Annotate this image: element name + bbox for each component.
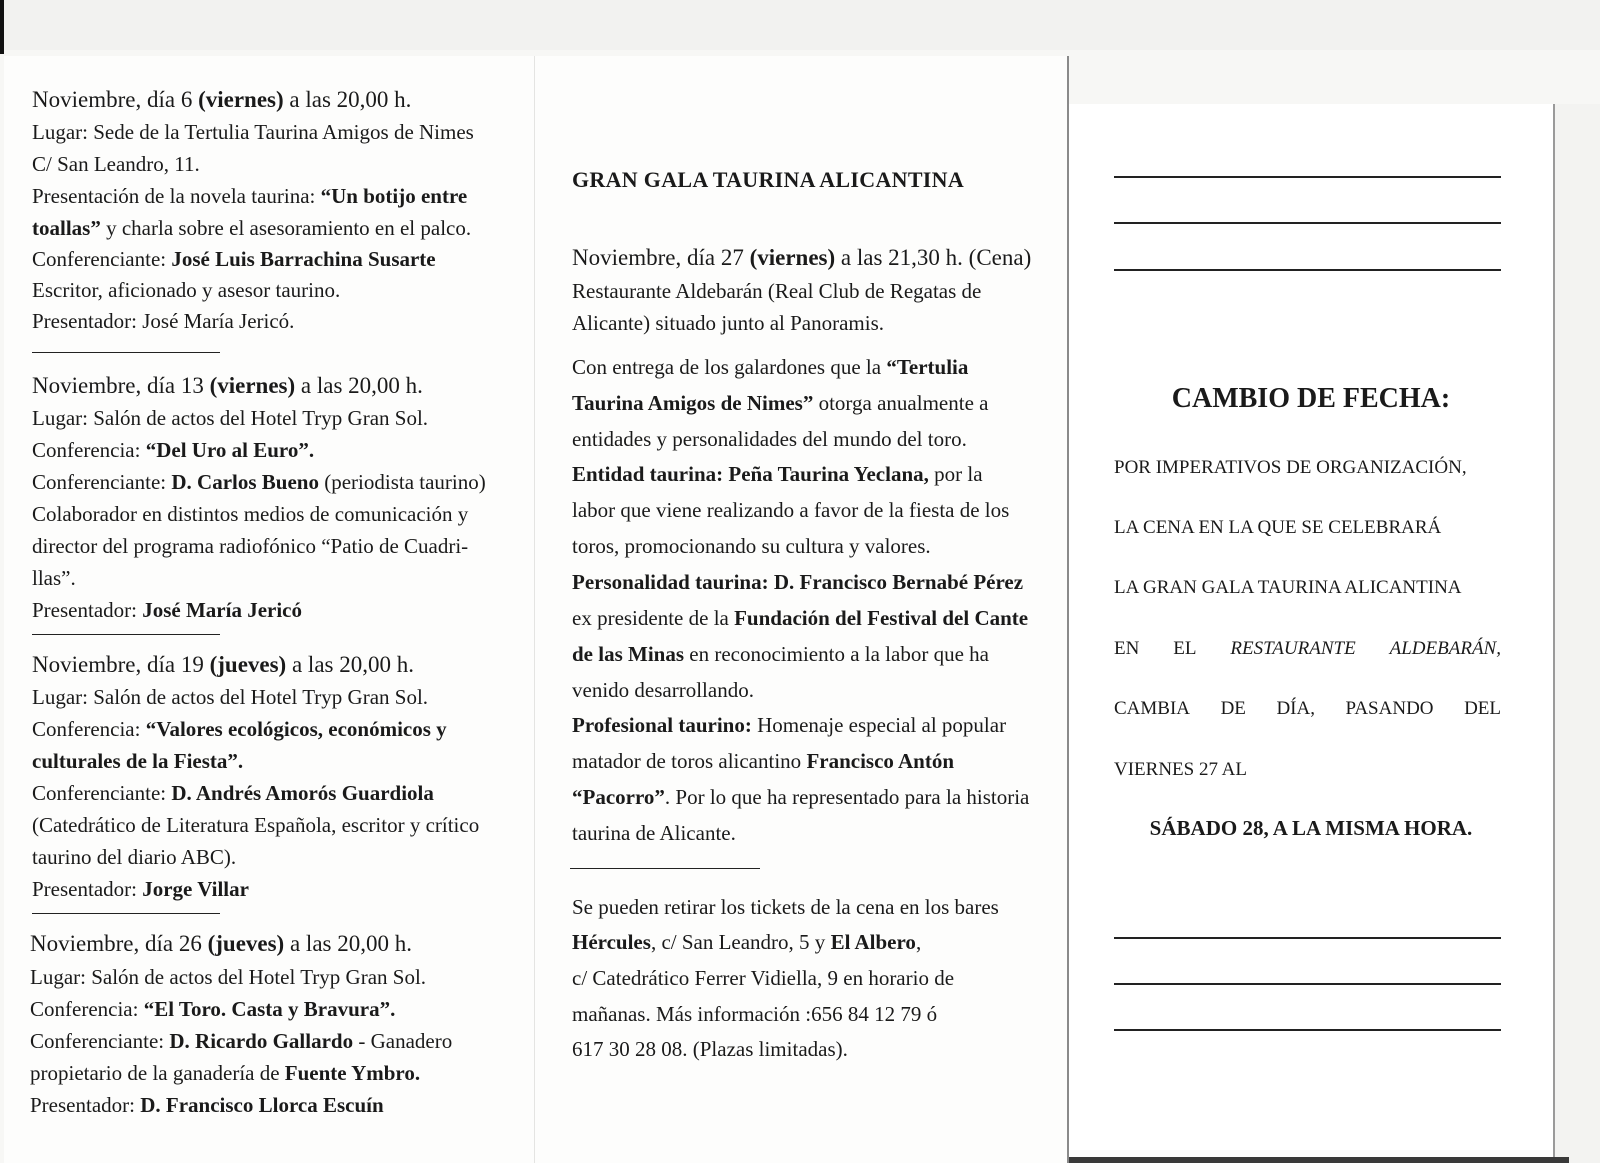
event-place: Lugar: Salón de actos del Hotel Tryp Gran Sol. [32, 685, 429, 709]
event-place: Lugar: Salón de actos del Hotel Tryp Gran Sol. [30, 965, 427, 989]
event-presenter: Presentador: Jorge Villar [32, 877, 249, 901]
date-change-text: LA CENA EN LA QUE SE CELEBRARÁ [1114, 517, 1442, 538]
blank-line [1114, 937, 1501, 939]
event-speaker: Conferenciante: D. Andrés Amorós Guardiola [32, 781, 434, 805]
gala-awards: entidades y personalidades del mundo del toro. [572, 427, 967, 451]
divider [32, 913, 220, 914]
date-change-text: EN EL RESTAURANTE ALDEBARÁN, [1114, 638, 1501, 659]
gala-person: venido desarrollando. [572, 678, 754, 702]
blank-line [1114, 269, 1501, 271]
blank-line [1114, 222, 1501, 224]
event-place: Lugar: Sede de la Tertulia Taurina Amigos de Nimes [32, 120, 474, 144]
scan-edge-mark [0, 0, 4, 54]
divider [570, 868, 760, 869]
event-date: Noviembre, día 26 (jueves) a las 20,00 h. [30, 931, 412, 956]
event-speaker: Conferenciante: D. Carlos Bueno (periodista taurino) [32, 470, 486, 494]
event-speaker-desc: taurino del diario ABC). [32, 845, 237, 869]
event-talk: Conferencia: “Del Uro al Euro”. [32, 438, 315, 462]
event-presenter: Presentador: José María Jericó [32, 598, 303, 622]
event-presenter: Presentador: D. Francisco Llorca Escuín [30, 1093, 384, 1117]
date-change-text: VIERNES 27 AL [1114, 759, 1247, 780]
gala-professional: “Pacorro”. Por lo que ha representado para la historia [572, 785, 1030, 809]
tickets-info: Se pueden retirar los tickets de la cena en los bares [572, 895, 999, 919]
date-change-text: LA GRAN GALA TAURINA ALICANTINA [1114, 577, 1462, 598]
event-speaker-desc: llas”. [32, 566, 76, 590]
tickets-info: 617 30 28 08. (Plazas limitadas). [572, 1037, 848, 1061]
event-talk: Conferencia: “El Toro. Casta y Bravura”. [30, 997, 396, 1021]
blank-line [1114, 1029, 1501, 1031]
gala-person: ex presidente de la Fundación del Festival del Cante [572, 606, 1029, 630]
event-date: Noviembre, día 13 (viernes) a las 20,00 h. [32, 373, 423, 398]
blank-line [1114, 983, 1501, 985]
scan-background [0, 0, 1600, 50]
new-date: SÁBADO 28, A LA MISMA HORA. [1149, 816, 1473, 840]
tickets-info: c/ Catedrático Ferrer Vidiella, 9 en horario de [572, 966, 955, 990]
gala-person: Personalidad taurina: D. Francisco Bernabé Pérez [572, 570, 1024, 594]
date-change-title: CAMBIO DE FECHA: [1171, 383, 1451, 414]
gala-professional: matador de toros alicantino Francisco Antón [572, 749, 955, 773]
event-address: C/ San Leandro, 11. [32, 152, 200, 176]
event-talk-cont: culturales de la Fiesta”. [32, 749, 244, 773]
scan-background-right [1555, 104, 1600, 1163]
event-date: Noviembre, día 6 (viernes) a las 20,00 h. [32, 87, 412, 112]
event-speaker: Conferenciante: D. Ricardo Gallardo - Ganadero [30, 1029, 453, 1053]
gala-title: GRAN GALA TAURINA ALICANTINA [572, 167, 965, 192]
panel-shadow [1069, 1157, 1569, 1163]
tickets-info: Hércules, c/ San Leandro, 5 y El Albero, [572, 930, 922, 954]
date-change-text: POR IMPERATIVOS DE ORGANIZACIÓN, [1114, 457, 1467, 478]
event-presentation-cont: toallas” y charla sobre el asesoramiento en el palco. [32, 216, 472, 240]
event-speaker-desc: Colaborador en distintos medios de comunicación y [32, 502, 469, 526]
event-place: Lugar: Salón de actos del Hotel Tryp Gran Sol. [32, 406, 429, 430]
event-speaker-desc: Escritor, aficionado y asesor taurino. [32, 278, 341, 302]
gala-date: Noviembre, día 27 (viernes) a las 21,30 h. (Cena) [572, 245, 1032, 270]
event-date: Noviembre, día 19 (jueves) a las 20,00 h. [32, 652, 414, 677]
gala-entity: toros, promocionando su cultura y valores. [572, 534, 931, 558]
gala-awards: Taurina Amigos de Nimes” otorga anualmente a [572, 391, 989, 415]
event-presentation: Presentación de la novela taurina: “Un botijo entre [32, 184, 468, 208]
event-talk: Conferencia: “Valores ecológicos, económicos y [32, 717, 447, 741]
event-speaker-desc: director del programa radiofónico “Patio de Cuadri- [32, 534, 469, 558]
tickets-info: mañanas. Más información :656 84 12 79 ó [572, 1002, 938, 1026]
date-change-text: CAMBIA DE DÍA, PASANDO DEL [1114, 698, 1501, 719]
gala-person: de las Minas en reconocimiento a la labor que ha [572, 642, 989, 666]
right-panel [1069, 104, 1555, 1159]
gala-professional: taurina de Alicante. [572, 821, 736, 845]
gala-entity: Entidad taurina: Peña Taurina Yeclana, por la [572, 462, 983, 486]
gala-professional: Profesional taurino: Homenaje especial al popular [572, 713, 1007, 737]
gala-venue: Alicante) situado junto al Panoramis. [572, 311, 885, 335]
event-speaker-desc: (Catedrático de Literatura Española, escritor y crítico [32, 813, 480, 837]
event-speaker-desc: propietario de la ganadería de Fuente Ymbro. [30, 1061, 421, 1085]
divider [32, 352, 220, 353]
event-speaker: Conferenciante: José Luis Barrachina Susarte [32, 247, 436, 271]
event-presenter: Presentador: José María Jericó. [32, 309, 295, 333]
gala-awards: Con entrega de los galardones que la “Tertulia [572, 355, 969, 379]
divider [32, 634, 220, 635]
gala-entity: labor que viene realizando a favor de la fiesta de los [572, 498, 1010, 522]
gala-venue: Restaurante Aldebarán (Real Club de Regatas de [572, 279, 982, 303]
blank-line [1114, 176, 1501, 178]
